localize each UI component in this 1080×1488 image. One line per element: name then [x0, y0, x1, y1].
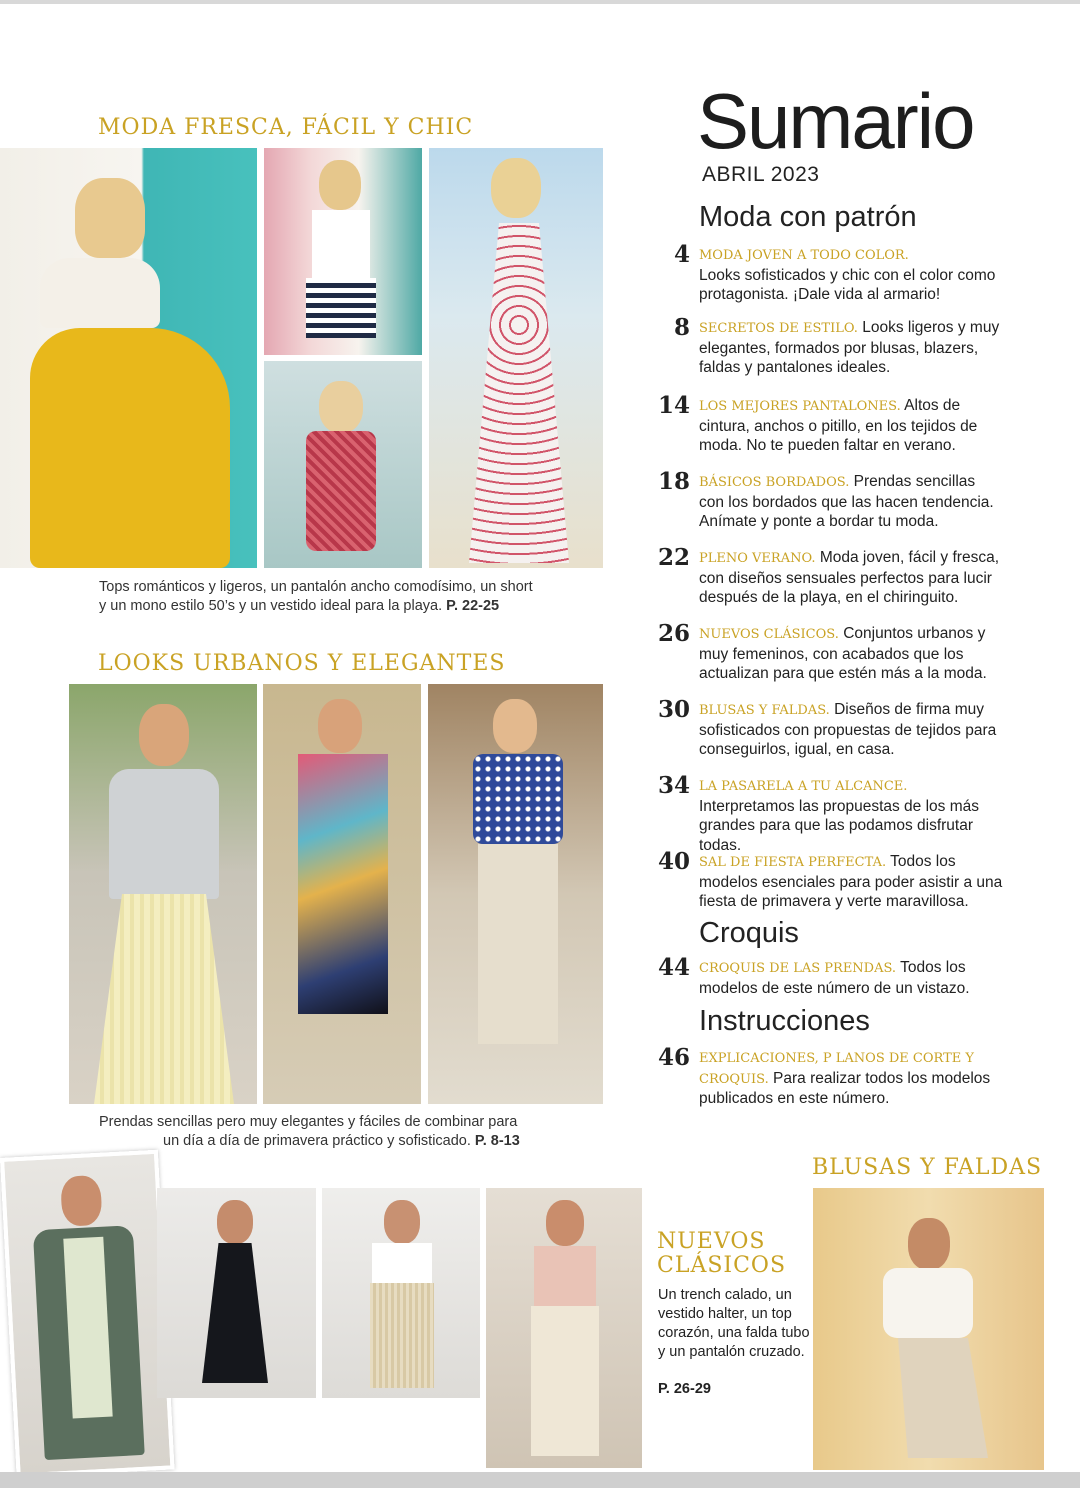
bottom-border [0, 1472, 1080, 1488]
toc-entry-text: Conjuntos urbanos y muy femeninos, con acabados que los actualizan para que estén más a la moda. [699, 625, 987, 682]
toc-page-number: 4 [673, 241, 690, 268]
toc-page-number: 34 [657, 772, 690, 799]
toc-entry-text: Todos los modelos de este número de un vistazo. [699, 959, 970, 997]
toc-entry-title: LA PASARELA A TU ALCANCE. [699, 779, 908, 794]
toc-entry-text: Interpretamos las propuestas de los más grandes para que las podamos disfrutar todas. [699, 797, 979, 854]
top-border [0, 0, 1080, 4]
photo-yellow-trousers [0, 148, 257, 568]
toc-page-number: 22 [657, 544, 690, 571]
section-title-blusas-faldas: BLUSAS Y FALDAS [812, 1155, 1043, 1180]
caption-line: Prendas sencillas pero muy elegantes y fáciles de combinar para [99, 1114, 518, 1130]
toc-entry-title: SECRETOS DE ESTILO. [699, 321, 858, 336]
caption-line: Tops románticos y ligeros, un pantalón ancho comodísimo, un short [99, 579, 533, 595]
photo-blouse-skirt [813, 1188, 1044, 1470]
toc-entry-text: Looks ligeros y muy elegantes, formados por blusas, blazers, faldas y pantalones ideales. [699, 319, 1000, 376]
photo-halter-dress [157, 1188, 316, 1398]
toc-entry-text: Diseños de firma muy sofisticados con propuestas de tejidos para conseguirlos, igual, en casa. [699, 701, 997, 758]
toc-entry-title: SAL DE FIESTA PERFECTA. [699, 855, 887, 870]
photo-print-dress [263, 684, 421, 1104]
toc-page-number: 44 [657, 954, 690, 981]
caption-line: y un mono estilo 50’s y un vestido ideal para la playa. [99, 598, 443, 614]
toc-page-number: 30 [657, 696, 690, 723]
caption-line: un día a día de primavera práctico y sofisticado. [163, 1133, 471, 1149]
photo-heart-top [322, 1188, 480, 1398]
issue-date: ABRIL 2023 [702, 163, 820, 186]
toc-entry-text: Todos los modelos esenciales para poder asistir a una fiesta de primavera y verte maravillosa. [699, 853, 1003, 910]
caption-pages: P. 8-13 [474, 1133, 520, 1149]
section-title-moda-fresca: MODA FRESCA, FÁCIL Y CHIC [98, 115, 474, 140]
caption-looks-urbanos [99, 1113, 589, 1151]
nuevos-clasicos-pages: P. 26-29 [658, 1381, 711, 1397]
toc-category-instrucciones: Instrucciones [699, 1005, 870, 1037]
toc-page-number: 14 [657, 392, 690, 419]
toc-page-number: 8 [673, 314, 690, 341]
toc-entry-text: Prendas sencillas con los bordados que las hacen tendencia. Anímate y ponte a bordar tu moda. [699, 473, 994, 530]
photo-red-jumpsuit [264, 361, 422, 568]
toc-entry-title: PLENO VERANO. [699, 551, 816, 566]
toc-entry-title: MODA JOVEN A TODO COLOR. [699, 248, 909, 263]
toc-entry-text: Altos de cintura, anchos o pitillo, en los tejidos de moda. No te pueden faltar en verano. [699, 397, 978, 454]
toc-category-moda-con-patron: Moda con patrón [699, 201, 917, 233]
toc-page-number: 40 [657, 848, 690, 875]
nuevos-clasicos-text: Un trench calado, un vestido halter, un top corazón, una falda tubo y un pantalón cruzado. [658, 1287, 810, 1360]
toc-entry-text: Moda joven, fácil y fresca, con diseños sensuales perfectos para lucir después de la playa, en el chiringuito. [699, 549, 1000, 606]
section-title-nuevos-clasicos: NUEVOS CLÁSICOS [657, 1229, 787, 1278]
toc-entry-title: EXPLICACIONES, P LANOS DE CORTE Y CROQUIS. [699, 1051, 974, 1087]
toc-page-number: 26 [657, 620, 690, 647]
toc-page-number: 46 [657, 1044, 690, 1071]
photo-maxi-dress [429, 148, 603, 568]
photo-trench [0, 1150, 175, 1478]
toc-entry-title: BÁSICOS BORDADOS. [699, 475, 850, 490]
page-title: Sumario [697, 77, 974, 165]
caption-pages: P. 22-25 [446, 598, 500, 614]
toc-entry-title: LOS MEJORES PANTALONES. [699, 399, 901, 414]
photo-pleated-skirt [69, 684, 257, 1104]
toc-entry-title: NUEVOS CLÁSICOS. [699, 627, 839, 642]
photo-wrap-trousers [486, 1188, 642, 1468]
toc-entry-text: Para realizar todos los modelos publicados en este número. [699, 1069, 991, 1107]
photo-striped-shorts [264, 148, 422, 355]
toc-entry-text: Looks sofisticados y chic con el color como protagonista. ¡Dale vida al armario! [699, 266, 996, 303]
toc-entry-title: BLUSAS Y FALDAS. [699, 703, 830, 718]
caption-moda-fresca [99, 578, 589, 616]
toc-entry-title: CROQUIS DE LAS PRENDAS. [699, 961, 897, 976]
photo-polka-blouse [428, 684, 603, 1104]
toc-page-number: 18 [657, 468, 690, 495]
toc-category-croquis: Croquis [699, 917, 799, 949]
section-title-looks-urbanos: LOOKS URBANOS Y ELEGANTES [98, 651, 506, 676]
